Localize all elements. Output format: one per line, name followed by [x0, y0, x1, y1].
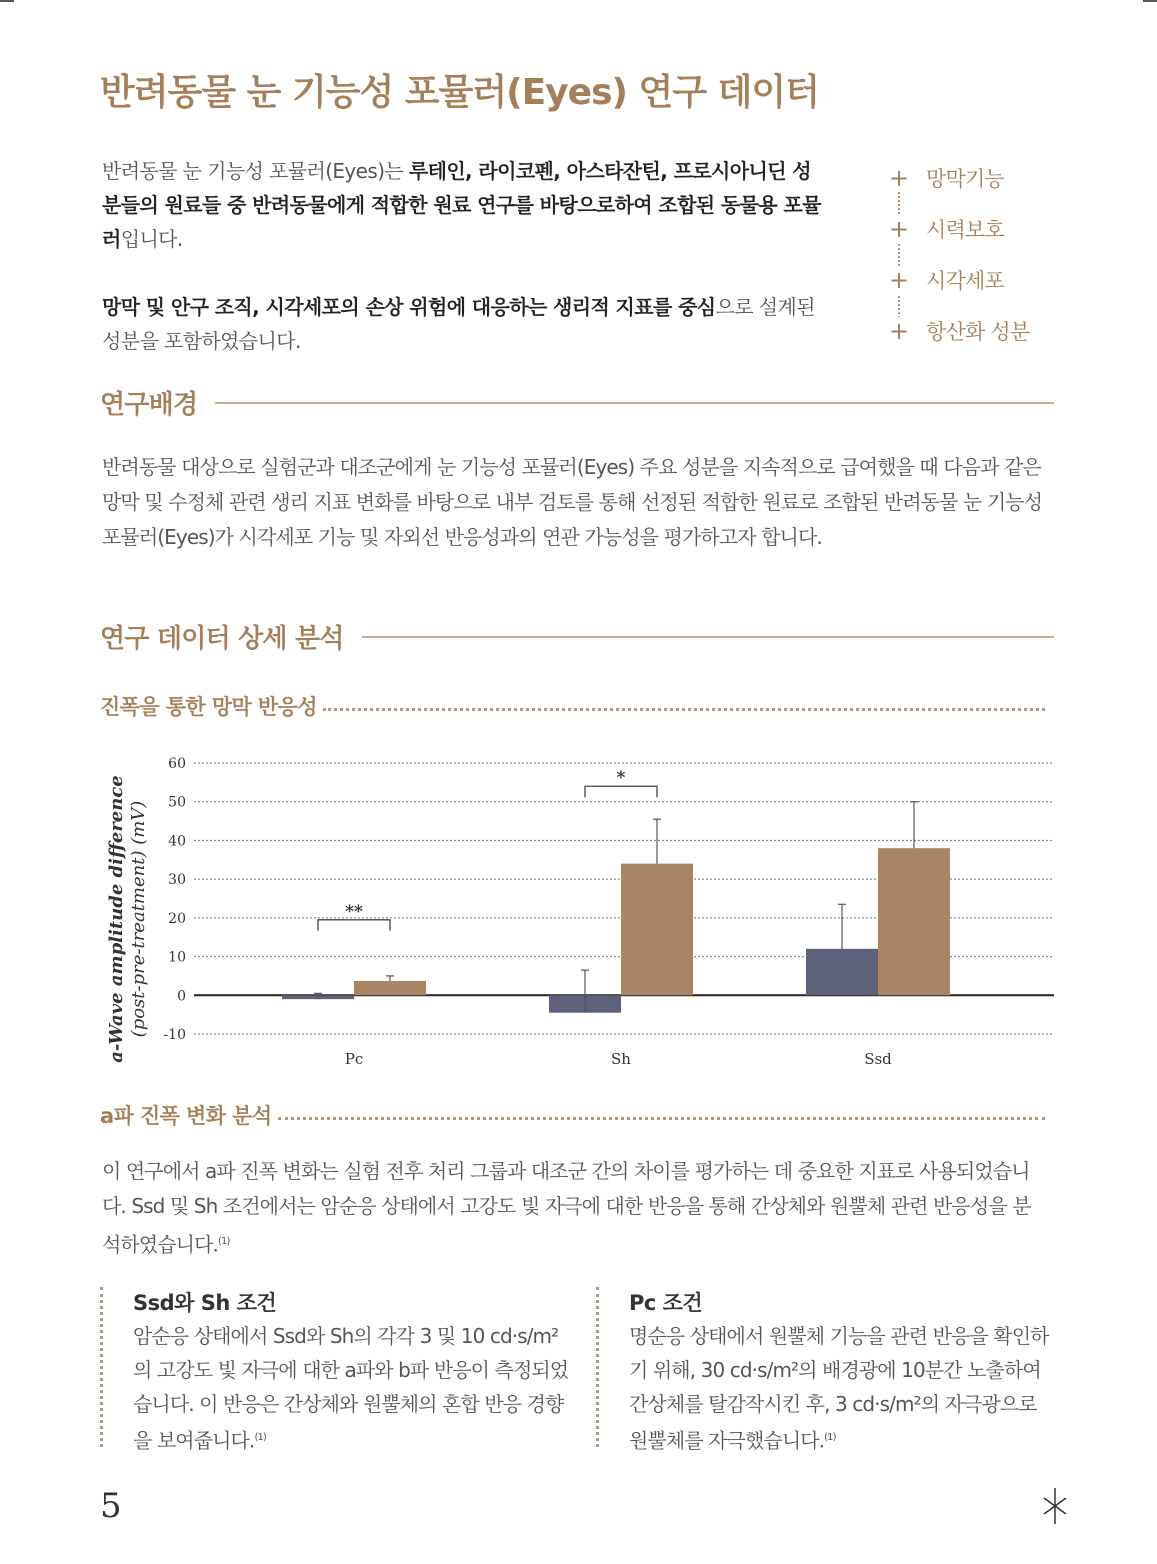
footnote-ref: (1) [217, 1236, 230, 1247]
y-tick-label: 0 [177, 988, 186, 1005]
bar [354, 981, 426, 995]
subsection-title: 진폭을 통한 망막 반응성 [100, 695, 317, 719]
feature-item [886, 305, 1126, 356]
chart-y-axis-label-2: (post-pre-treatment) (mV) [128, 800, 149, 1038]
intro-paragraph-1 [102, 154, 822, 256]
corner-mark-right [1143, 0, 1157, 2]
intro-emphasis: 루테인, 라이코펜, 아스타잔틴, 프로시아니딘 성분들의 원료들 중 반려동물에게 적합한 원료 연구를 바탕으로하여 조합된 동물용 포뮬러 [102, 159, 821, 251]
footnote-ref: (1) [824, 1432, 836, 1443]
condition-text-body: 명순응 상태에서 원뿔체 기능을 관련 반응을 확인하기 위해, 30 cd·s/m²의 배경광에 10분간 노출하여 간상체를 탈감작시킨 후, 3 cd·s/m²의 자극광으로 원뿔체를 자극했습니다. [629, 1324, 1049, 1453]
plus-icon: + [886, 215, 912, 243]
feature-item [886, 152, 1126, 203]
y-tick-label: 10 [168, 949, 186, 966]
feature-label: 시력보호 [926, 217, 1004, 242]
significance-label: ** [345, 901, 363, 922]
dotted-divider [323, 708, 1045, 711]
feature-label: 항산화 성분 [926, 319, 1030, 344]
awave-text [102, 1154, 1047, 1263]
condition-title: Ssd와 Sh 조건 [133, 1291, 277, 1315]
condition-text-body: 암순응 상태에서 Ssd와 Sh의 각각 3 및 10 cd·s/m²의 고강도 빛 자극에 대한 a파와 b파 반응이 측정되었습니다. 이 반응은 간상체와 원뿔체의 혼합 반응 경향을 보여줍니다. [133, 1324, 569, 1453]
significance-label: * [616, 768, 626, 789]
intro-emphasis-2: 망막 및 안구 조직, 시각세포의 손상 위험에 대응하는 생리적 지표를 중심 [102, 295, 716, 319]
intro-text: 반려동물 눈 기능성 포뮬러(Eyes)는 [102, 159, 409, 183]
bar [806, 949, 878, 995]
x-tick-label: Pc [344, 1050, 364, 1068]
bar [621, 864, 693, 996]
feature-item [886, 254, 1126, 305]
chart-y-axis-label: a-Wave amplitude difference [106, 775, 127, 1063]
condition-text [629, 1319, 1059, 1458]
retina-subsection-header [100, 691, 1045, 721]
pc-condition-box [596, 1287, 1059, 1453]
page-number: 5 [100, 1486, 122, 1526]
y-tick-label: 20 [168, 910, 186, 927]
bar [878, 848, 950, 995]
feature-label: 망막기능 [926, 166, 1004, 191]
section-divider [362, 636, 1054, 638]
page-title: 반려동물 눈 기능성 포뮬러(Eyes) 연구 데이터 [100, 72, 819, 113]
y-tick-label: 40 [168, 833, 186, 850]
footnote-ref: (1) [254, 1432, 266, 1443]
dotted-divider [278, 1117, 1045, 1120]
section-title: 연구 데이터 상세 분석 [100, 624, 344, 654]
condition-title: Pc 조건 [629, 1291, 703, 1315]
feature-list [886, 152, 1126, 356]
chart-bars [282, 786, 950, 1012]
awave-text-body: 이 연구에서 a파 진폭 변화는 실험 전후 처리 그룹과 대조군 간의 차이를 평가하는 데 중요한 지표로 사용되었습니다. Ssd 및 Sh 조건에서는 암순응 상태에서 고강도 빛 자극에 대한 반응을 통해 간상체와 원뿔체 관련 반응성을 분석하였습니다. [102, 1159, 1031, 1257]
subsection-title: a파 진폭 변화 분석 [100, 1104, 272, 1128]
plus-icon: + [886, 266, 912, 294]
intro-text-2: 으로 설계된 성분을 포함하였습니다. [102, 295, 815, 353]
plus-icon: + [886, 317, 912, 345]
y-tick-label: 30 [168, 872, 186, 889]
background-section-header [100, 384, 1054, 421]
feature-label: 시각세포 [926, 268, 1004, 293]
star-icon [1040, 1486, 1070, 1526]
analysis-section-header [100, 618, 1054, 655]
y-tick-label: 50 [168, 794, 186, 811]
section-divider [215, 402, 1054, 404]
intro-text-end: 입니다. [120, 227, 183, 251]
plus-icon: + [886, 164, 912, 192]
feature-item [886, 203, 1126, 254]
y-tick-label: -10 [163, 1027, 186, 1043]
a-wave-bar-chart [96, 744, 1066, 1074]
x-tick-label: Ssd [864, 1050, 892, 1068]
awave-subsection-header [100, 1100, 1045, 1130]
y-tick-label: 60 [168, 756, 186, 772]
condition-text [133, 1319, 571, 1458]
section-title: 연구배경 [100, 390, 198, 420]
chart-labels [163, 756, 892, 1068]
background-text: 반려동물 대상으로 실험군과 대조군에게 눈 기능성 포뮬러(Eyes) 주요 성분을 지속적으로 급여했을 때 다음과 같은 망막 및 수정체 관련 생리 지표 변화를 바탕으로 내부 검토를 통해 선정된 적합한 원료로 조합된 반려동물 눈 기능성 포뮬러(Eyes)가 시각세포 기능 및 자외선 반응성과의 연관 가능성을 평가하고자 합니다. [102, 455, 1043, 549]
x-tick-label: Sh [611, 1050, 631, 1068]
intro-paragraph-2 [102, 290, 822, 358]
corner-mark-left [0, 0, 14, 2]
ssd-sh-condition-box [100, 1287, 571, 1453]
